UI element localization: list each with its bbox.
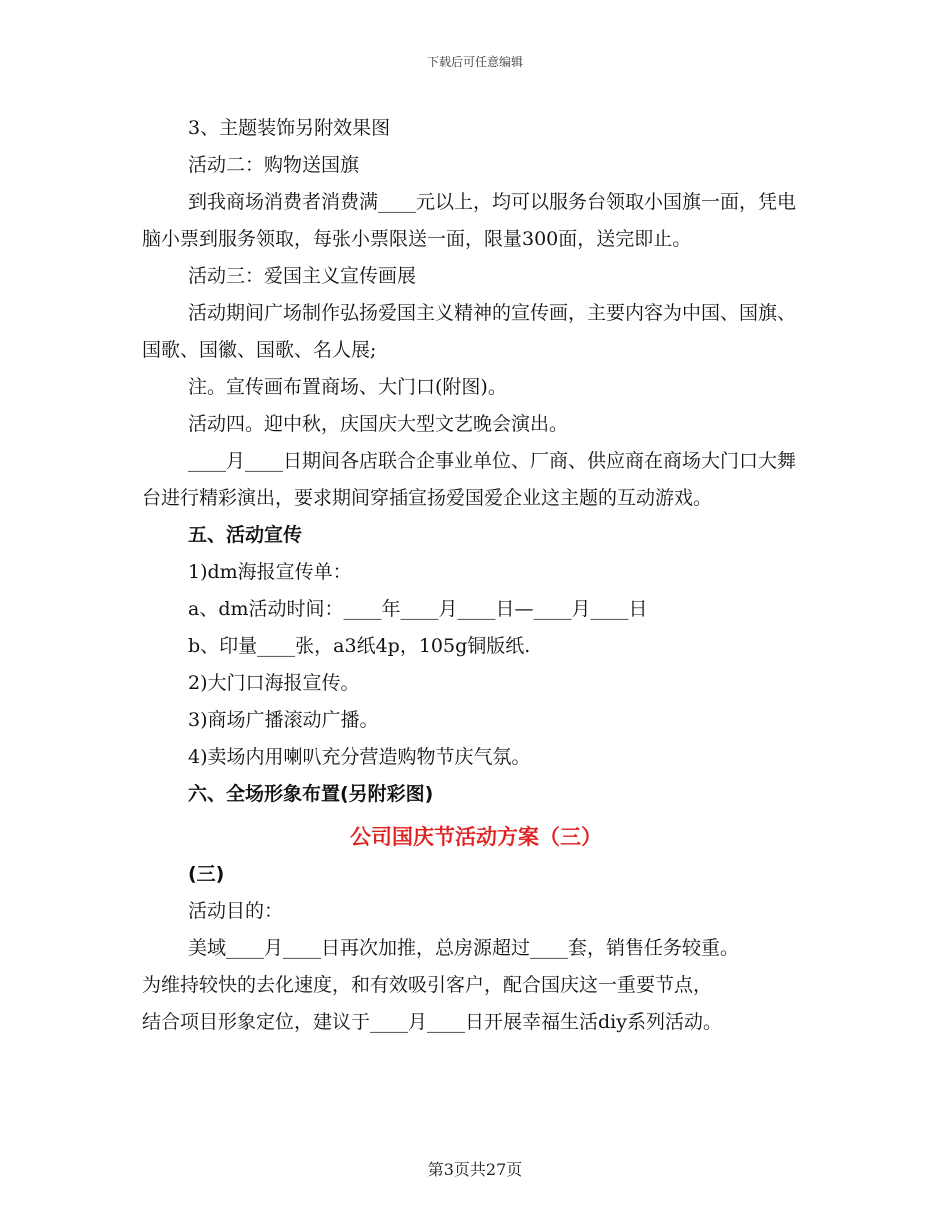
document-body <box>142 110 810 1041</box>
paragraph: 结合项目形象定位，建议于____月____日开展幸福生活diy系列活动。 <box>142 1011 722 1033</box>
paragraph: 活动目的： <box>188 900 284 922</box>
paragraph: 活动四。迎中秋，庆国庆大型文艺晚会演出。 <box>188 413 569 435</box>
paragraph: 活动二：购物送国旗 <box>188 154 360 176</box>
paragraph: ____月____日期间各店联合企事业单位、厂商、供应商在商场大门口大舞台进行精彩演出，要求期间穿插宣扬爱国爱企业这主题的互动游戏。 <box>142 450 797 509</box>
paragraph: 注。宣传画布置商场、大门口(附图)。 <box>188 376 507 398</box>
page-header: 下载后可任意编辑 <box>426 55 523 69</box>
paragraph: 1)dm海报宣传单： <box>188 561 352 583</box>
paragraph: 为维持较快的去化速度，和有效吸引客户，配合国庆这一重要节点， <box>142 974 713 996</box>
paragraph: 2)大门口海报宣传。 <box>188 672 360 694</box>
paragraph: 到我商场消费者消费满____元以上，均可以服务台领取小国旗一面，凭电脑小票到服务领取，每张小票限送一面，限量300面，送完即止。 <box>142 191 797 250</box>
section-heading: (三) <box>188 863 225 885</box>
paragraph: 3、主题装饰另附效果图 <box>188 117 391 139</box>
paragraph: 美域____月____日再次加推，总房源超过____套，销售任务较重。 <box>188 937 740 959</box>
paragraph: 活动三：爱国主义宣传画展 <box>188 265 417 287</box>
paragraph: 活动期间广场制作弘扬爱国主义精神的宣传画，主要内容为中国、国旗、国歌、国徽、国歌、名人展; <box>142 302 797 361</box>
section-heading: 五、活动宣传 <box>188 524 303 546</box>
document-title: 公司国庆节活动方案（三） <box>350 825 602 849</box>
page-footer: 第3页共27页 <box>427 1160 523 1179</box>
section-heading: 六、全场形象布置(另附彩图) <box>188 783 434 805</box>
paragraph: a、dm活动时间：____年____月____日—____月____日 <box>188 598 648 620</box>
paragraph: 3)商场广播滚动广播。 <box>188 709 379 731</box>
paragraph: b、印量____张，a3纸4p，105g铜版纸. <box>188 635 531 657</box>
paragraph: 4)卖场内用喇叭充分营造购物节庆气氛。 <box>188 746 531 768</box>
